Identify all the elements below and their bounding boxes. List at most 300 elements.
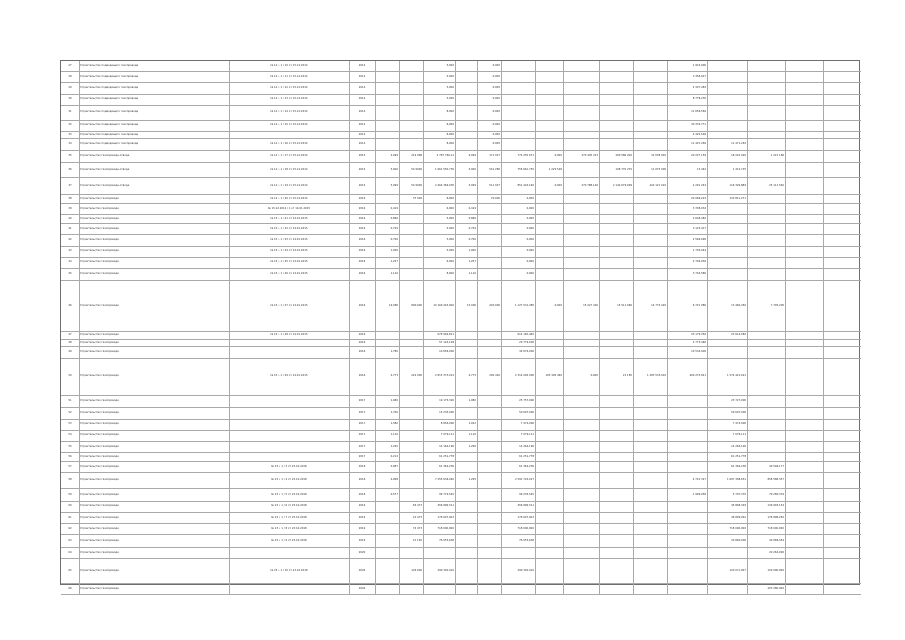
column-divider [477,524,478,534]
column-divider [399,195,400,203]
column-divider [399,247,400,257]
column-divider [785,72,786,82]
cell-c10 [501,106,535,120]
cell-c15 [667,548,707,558]
cell-c8 [455,347,477,357]
cell-c17: 176 898,250 [767,515,784,519]
column-divider [535,462,536,472]
cell-c16: 45 868,393 [731,504,746,508]
column-divider [375,535,376,546]
cell-c5 [375,106,399,120]
column-divider [599,442,600,452]
column-divider [535,340,536,346]
cell-c19 [823,195,861,203]
column-divider [563,204,564,214]
cell-c12 [563,163,599,177]
column-divider [455,281,456,331]
column-divider [707,347,708,357]
cell-c15: 13 442 [696,167,706,171]
column-divider [633,121,634,131]
column-divider [667,513,668,523]
cell-c7: 456 899,511 [437,504,454,508]
column-divider [667,347,668,357]
column-divider [667,473,668,488]
cell-c19 [823,332,861,338]
cell-c13 [599,548,633,558]
cell-c15: 30 333,771 [691,123,706,127]
cell-c16: 50 697,000 [731,411,746,415]
cell-c17 [747,95,785,105]
cell-c13 [599,473,633,488]
column-divider [667,396,668,407]
column-divider [455,359,456,395]
cell-no: 40 [68,216,72,220]
cell-no: 55 [68,444,72,448]
cell-c11 [535,215,563,223]
cell-c12 [563,396,599,407]
cell-c14 [633,559,667,583]
cell-c12 [563,215,599,223]
cell-desc: Строительство газопровода [80,206,119,210]
cell-c9: 0,000 [492,74,500,78]
cell-c9 [477,462,501,472]
column-divider [563,269,564,280]
column-divider [423,396,424,407]
cell-c14 [633,83,667,93]
cell-ref: № 12 • 1 / 17 от 15.12.2014 [270,153,308,157]
cell-c9 [477,215,501,223]
column-divider [823,442,824,452]
cell-c8: 0,419 [468,206,476,210]
cell-c18 [785,420,823,430]
column-divider [707,235,708,245]
column-divider [455,247,456,257]
column-divider [79,95,80,105]
column-divider [563,431,564,441]
cell-c8: 1,000 [468,249,476,253]
cell-no: 27 [68,63,72,67]
cell-c7: 14 164,190 [439,444,454,448]
column-divider [501,359,502,395]
cell-ref [229,408,349,418]
cell-c19 [823,453,861,461]
cell-c19 [823,132,861,138]
cell-no: 62 [68,526,72,530]
column-divider [455,95,456,105]
column-divider [633,340,634,346]
cell-desc: Строительство газопровода [80,196,119,200]
cell-c6 [399,83,423,93]
cell-c9 [477,489,501,500]
column-divider [823,408,824,418]
column-divider [455,535,456,546]
cell-c11 [535,121,563,131]
column-divider [563,524,564,534]
cell-year: 2014 [358,74,366,78]
column-divider [707,204,708,214]
column-divider [423,139,424,149]
cell-c12 [563,513,599,523]
cell-c14 [633,502,667,512]
column-divider [633,151,634,162]
cell-c19 [823,489,861,500]
column-divider [349,462,350,472]
cell-c7: 8,000 [446,110,454,114]
column-divider [79,535,80,546]
column-divider [349,281,350,331]
cell-no: 29 [68,86,72,90]
cell-c6 [399,224,423,234]
cell-year: 2019 [358,526,366,530]
cell-c8: 5,000 [468,167,476,171]
cell-year: 2020 [358,550,366,554]
column-divider [79,163,80,177]
column-divider [563,548,564,558]
column-divider [477,332,478,338]
cell-c6 [399,396,423,407]
cell-year: 2016 [358,340,366,344]
cell-c7: 8,000 [446,132,454,136]
cell-desc: Строительство газопровода [80,504,119,508]
cell-c12 [563,72,599,82]
column-divider [399,235,400,245]
cell-c13 [599,340,633,346]
column-divider [535,473,536,488]
column-divider [823,139,824,149]
column-divider [563,121,564,131]
column-divider [667,139,668,149]
cell-c5 [375,513,399,523]
column-divider [375,215,376,223]
column-divider [455,204,456,214]
column-divider [375,195,376,203]
column-divider [823,347,824,357]
cell-c18 [785,72,823,82]
cell-c7: 290 302,016 [437,568,454,572]
cell-c19 [823,359,861,395]
cell-c16: 5 797,370 [732,492,746,496]
column-divider [79,431,80,441]
table-row [61,281,861,332]
cell-c14: 422 121 010 [649,183,666,187]
column-divider [667,224,668,234]
column-divider [535,489,536,500]
cell-c7: 2 464 369,030 [435,183,454,187]
cell-c17: 20 264,000 [769,550,784,554]
cell-c9 [477,224,501,234]
cell-c7: 10 169 443,000 [433,303,454,307]
column-divider [375,204,376,214]
cell-c7: 76 053,638 [439,538,454,542]
column-divider [599,281,600,331]
column-divider [535,132,536,138]
cell-c9 [477,473,501,488]
column-divider [785,535,786,546]
column-divider [563,513,564,523]
cell-c15: 2 569,090 [692,237,706,241]
column-divider [399,106,400,120]
column-divider [667,151,668,162]
cell-c19 [823,269,861,280]
cell-c18 [785,269,823,280]
cell-c5 [375,139,399,149]
cell-c15: 8 778,230 [692,97,706,101]
column-divider [747,502,748,512]
cell-no: 37 [68,183,72,187]
cell-c7: 5,000 [446,226,454,230]
column-divider [399,132,400,138]
column-divider [501,489,502,500]
column-divider [599,559,600,583]
cell-c12 [563,584,599,594]
cell-c12 [563,83,599,93]
cell-c8: 0,700 [468,237,476,241]
column-divider [823,61,824,71]
cell-c6 [399,72,423,82]
cell-c16: 1 574 421,021 [727,374,746,378]
cell-c10 [501,72,535,82]
column-divider [599,258,600,268]
cell-c5: 0,419 [390,206,398,210]
cell-c19 [823,95,861,105]
cell-desc: Строительство газопровода [80,237,119,241]
cell-c6 [399,408,423,418]
cell-year: 2014 [358,110,366,114]
cell-c13 [599,215,633,223]
column-divider [455,224,456,234]
column-divider [455,502,456,512]
cell-c15: 3 123,417 [692,226,706,230]
cell-c7: 61 364,236 [439,464,454,468]
cell-c12 [563,139,599,149]
column-divider [455,524,456,534]
cell-year: 2016 [358,206,366,210]
column-divider [477,235,478,245]
cell-c8: 1,257 [468,260,476,264]
column-divider [785,121,786,131]
cell-c15: 3 456,027 [692,74,706,78]
column-divider [477,72,478,82]
cell-ref: № 23 • 1 / 7 от 23.10.2018 [271,515,307,519]
column-divider [633,489,634,500]
cell-c17: 858 588,337 [767,478,784,482]
cell-c13 [599,347,633,357]
cell-c14 [633,72,667,82]
cell-no: 46 [68,303,72,307]
column-divider [229,215,230,223]
column-divider [79,489,80,500]
cell-c18 [785,462,823,472]
column-divider [823,224,824,234]
cell-c5: 1,000 [390,249,398,253]
cell-c18 [785,106,823,120]
table-row [61,502,861,513]
column-divider [349,359,350,395]
cell-c14 [633,524,667,534]
column-divider [633,347,634,357]
column-divider [229,453,230,461]
column-divider [599,535,600,546]
cell-c7: 5,000 [446,249,454,253]
column-divider [563,258,564,268]
column-divider [375,235,376,245]
cell-ref [229,584,349,594]
column-divider [823,524,824,534]
column-divider [599,178,600,194]
table-row [61,559,861,584]
cell-c14 [633,473,667,488]
column-divider [599,347,600,357]
cell-c15: 20 227 159 [691,153,706,157]
cell-c18 [785,204,823,214]
column-divider [747,281,748,331]
column-divider [563,347,564,357]
cell-c9 [477,513,501,523]
column-divider [501,72,502,82]
table-row [61,224,861,235]
cell-c8: 1,116 [468,272,476,276]
column-divider [455,420,456,430]
column-divider [785,163,786,177]
column-divider [785,548,786,558]
cell-year: 2014 [358,97,366,101]
column-divider [667,72,668,82]
cell-no: 66 [68,586,72,590]
cell-c10: 0,000 [526,260,534,264]
column-divider [349,132,350,138]
column-divider [633,132,634,138]
column-divider [349,513,350,523]
cell-c17 [747,359,785,395]
column-divider [455,121,456,131]
column-divider [423,121,424,131]
cell-c7: 99 779,545 [439,492,454,496]
cell-c19 [823,559,861,583]
cell-c11 [535,132,563,138]
cell-c15 [667,524,707,534]
column-divider [375,359,376,395]
column-divider [535,442,536,452]
column-divider [79,258,80,268]
column-divider [229,513,230,523]
cell-no: 49 [68,350,72,354]
cell-c13 [599,535,633,546]
column-divider [535,163,536,177]
cell-desc: Строительство подводящего газопровода [80,110,139,114]
cell-desc: Строительство подводящего газопровода [80,132,139,136]
column-divider [349,235,350,245]
column-divider [349,535,350,546]
cell-c10: 7 474,000 [520,422,534,426]
column-divider [667,204,668,214]
cell-c5 [375,535,399,546]
column-divider [823,513,824,523]
cell-c11 [535,269,563,280]
column-divider [667,95,668,105]
column-divider [229,121,230,131]
cell-year: 2016 [358,216,366,220]
cell-c7: 5,000 [446,74,454,78]
cell-desc: Строительство газопровода [80,568,119,572]
cell-c9 [477,548,501,558]
column-divider [707,106,708,120]
cell-c11: 0,000 [554,183,562,187]
cell-c17 [747,396,785,407]
column-divider [477,462,478,472]
column-divider [667,462,668,472]
column-divider [707,473,708,488]
column-divider [535,453,536,461]
cell-c6 [399,258,423,268]
cell-c7: 6,000 [446,260,454,264]
column-divider [375,396,376,407]
cell-c17 [747,224,785,234]
cell-c15 [667,513,707,523]
cell-c12 [563,106,599,120]
column-divider [599,332,600,338]
cell-c10: 851 424,190 [517,183,534,187]
column-divider [349,224,350,234]
column-divider [423,269,424,280]
column-divider [563,332,564,338]
column-divider [633,215,634,223]
column-divider [501,106,502,120]
column-divider [501,559,502,583]
cell-c10 [501,548,535,558]
column-divider [535,513,536,523]
column-divider [477,548,478,558]
column-divider [349,163,350,177]
cell-c13 [599,269,633,280]
column-divider [79,61,80,71]
cell-no: 47 [68,333,72,337]
column-divider [501,61,502,71]
column-divider [563,473,564,488]
column-divider [633,163,634,177]
cell-c16: 23 727,000 [731,399,746,403]
column-divider [563,139,564,149]
column-divider [455,258,456,268]
cell-desc: Строительство газопровода [80,303,119,307]
column-divider [229,269,230,280]
column-divider [667,431,668,441]
column-divider [633,224,634,234]
cell-c7: 176 615,003 [437,515,454,519]
column-divider [707,442,708,452]
cell-c8: 0,866 [468,216,476,220]
cell-c10: 0,000 [526,216,534,220]
cell-c5: 0,729 [390,226,398,230]
column-divider [667,535,668,546]
table-row [61,163,861,178]
cell-c11 [535,535,563,546]
cell-no: 42 [68,237,72,241]
cell-c10 [501,121,535,131]
column-divider [785,347,786,357]
column-divider [477,121,478,131]
cell-c11: 1 229 526 [548,167,562,171]
cell-desc: Строительство газопровода [80,272,119,276]
cell-c16: 61 251,778 [731,454,746,458]
cell-year: 2016 [358,272,366,276]
cell-c15: 23 179,350 [691,333,706,337]
column-divider [455,72,456,82]
cell-c15 [667,420,707,430]
column-divider [535,83,536,93]
cell-c7: 5,000 [446,86,454,90]
column-divider [399,61,400,71]
column-divider [599,502,600,512]
